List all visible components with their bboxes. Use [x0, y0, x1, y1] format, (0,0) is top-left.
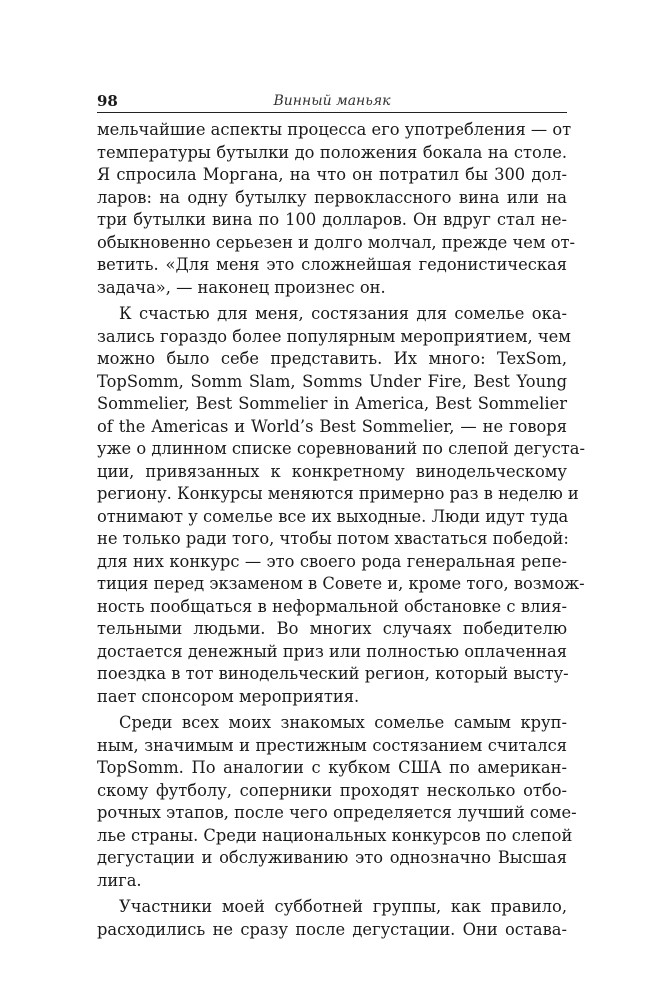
text-line: Я спросила Моргана, на что он потратил бы 300 дол-: [97, 165, 567, 184]
text-line: температуры бутылки до положения бокала на столе.: [97, 142, 567, 162]
text-line: ным, значимым и престижным состязанием считался: [97, 735, 567, 755]
paragraph: [97, 119, 576, 299]
text-line: of the Americas и World’s Best Sommelier, — не говоря: [97, 416, 567, 436]
text-line: К счастью для меня, состязания для сомелье ока-: [119, 304, 567, 323]
text-line: дегустации и обслуживанию это однозначно Высшая: [97, 848, 567, 867]
text-line: поездка в тот винодельческий регион, который высту-: [97, 664, 569, 683]
text-line: лига.: [97, 870, 142, 890]
text-line: TopSomm. По аналогии с кубком США по американ-: [97, 758, 567, 777]
text-line: TopSomm, Somm Slam, Somms Under Fire, Best Young: [97, 371, 567, 391]
running-header: [97, 92, 567, 113]
text-line: обыкновенно серьезен и долго молчал, прежде чем от-: [97, 232, 576, 252]
text-line: зались гораздо более популярным мероприятием, чем: [97, 326, 571, 346]
text-line: Участники моей субботней группы, как правило,: [119, 897, 567, 916]
text-line: мельчайшие аспекты процесса его употребления — от: [97, 120, 572, 139]
text-line: рочных этапов, после чего определяется лучший соме-: [97, 803, 577, 822]
paragraph: [97, 712, 577, 892]
paragraph: [97, 896, 567, 941]
text-line: ветить. «Для меня это сложнейшая гедонистическая: [97, 255, 567, 274]
text-line: для них конкурс — это своего рода генеральная репе-: [97, 551, 567, 571]
text-line: Среди всех моих знакомых сомелье самым круп-: [119, 713, 567, 732]
text-line: можно было себе представить. Их много: TexSom,: [97, 349, 567, 368]
text-line: ции, привязанных к конкретному винодельческому: [97, 461, 567, 481]
text-line: Sommelier, Best Sommelier in America, Best Sommelier: [97, 394, 567, 413]
page-number: 98: [97, 92, 118, 110]
text-line: региону. Конкурсы меняются примерно раз в неделю и: [97, 484, 579, 503]
text-line: пает спонсором мероприятия.: [97, 686, 360, 706]
page-body-text: [97, 119, 585, 945]
text-line: лье страны. Среди национальных конкурсов по слепой: [97, 825, 573, 845]
text-line: ность пообщаться в неформальной обстановке с влия-: [97, 596, 567, 616]
text-line: отнимают у сомелье все их выходные. Люди идут туда: [97, 506, 569, 526]
text-line: ларов: на одну бутылку первоклассного вина или на: [97, 187, 567, 207]
text-line: тиция перед экзаменом в Совете и, кроме того, возмож-: [97, 574, 585, 593]
text-line: уже о длинном списке соревнований по слепой дегуста-: [97, 439, 585, 458]
paragraph: [97, 303, 585, 708]
text-line: тельными людьми. Во многих случаях победителю: [97, 619, 567, 638]
text-line: три бутылки вина по 100 долларов. Он вдруг стал не-: [97, 210, 567, 229]
text-line: расходились не сразу после дегустации. Они остава-: [97, 919, 567, 939]
text-line: скому футболу, соперники проходят несколько отбо-: [97, 780, 567, 800]
text-line: достается денежный приз или полностью оплаченная: [97, 641, 568, 661]
running-title: Винный маньяк: [273, 93, 391, 109]
text-line: не только ради того, чтобы потом хвастаться победой:: [97, 529, 569, 548]
text-line: задача», — наконец произнес он.: [97, 277, 386, 297]
